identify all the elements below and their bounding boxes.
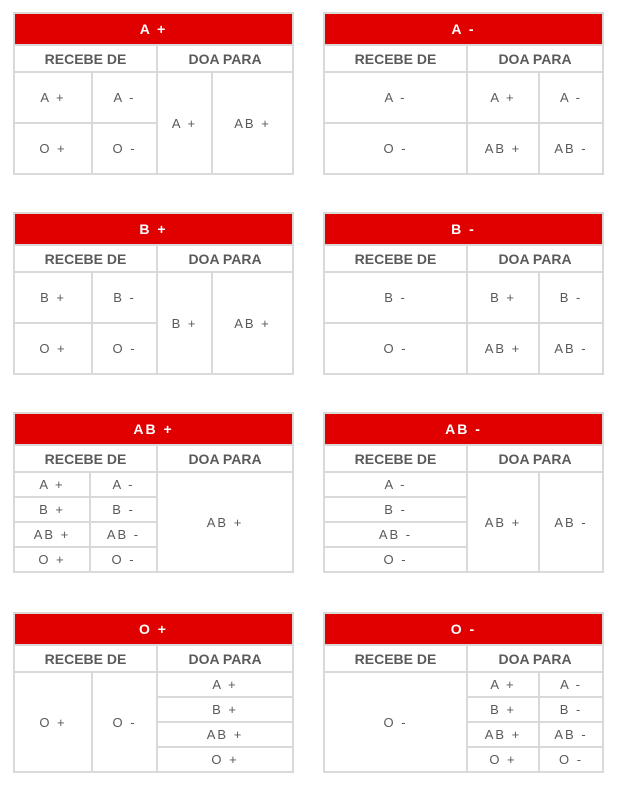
recebe-cell: B -	[92, 272, 157, 323]
doa-para-header: DOA PARA	[467, 445, 603, 472]
recebe-de-header: RECEBE DE	[324, 645, 467, 672]
doa-cell: AB +	[212, 272, 293, 374]
doa-cell: B +	[467, 272, 539, 323]
doa-cell: B -	[539, 697, 603, 722]
doa-cell: AB +	[467, 323, 539, 374]
blood-table-b-pos	[13, 212, 294, 375]
doa-cell: A +	[157, 72, 212, 174]
recebe-cell: A -	[92, 72, 157, 123]
table-title: AB -	[324, 413, 603, 445]
recebe-cell: O +	[14, 123, 92, 174]
table-title: A -	[324, 13, 603, 45]
recebe-cell: O -	[324, 547, 467, 572]
doa-cell: A +	[467, 672, 539, 697]
doa-cell: AB +	[467, 722, 539, 747]
recebe-cell: AB -	[90, 522, 157, 547]
blood-table-a-neg	[323, 12, 604, 175]
recebe-cell: B +	[14, 497, 90, 522]
table-title: B -	[324, 213, 603, 245]
recebe-de-header: RECEBE DE	[324, 45, 467, 72]
recebe-cell: O -	[92, 323, 157, 374]
doa-cell: AB +	[157, 472, 293, 572]
recebe-cell: B -	[324, 497, 467, 522]
table-title: O +	[14, 613, 293, 645]
doa-cell: AB +	[212, 72, 293, 174]
doa-cell: AB +	[467, 123, 539, 174]
doa-cell: A +	[157, 672, 293, 697]
doa-cell: AB -	[539, 472, 603, 572]
doa-cell: O +	[467, 747, 539, 772]
recebe-cell: O -	[324, 123, 467, 174]
doa-para-header: DOA PARA	[157, 645, 293, 672]
recebe-cell: A +	[14, 72, 92, 123]
blood-table-o-pos	[13, 612, 294, 773]
recebe-de-header: RECEBE DE	[324, 245, 467, 272]
recebe-cell: A -	[324, 72, 467, 123]
recebe-cell: O -	[92, 672, 157, 772]
recebe-cell: O +	[14, 323, 92, 374]
doa-cell: B -	[539, 272, 603, 323]
doa-cell: AB +	[157, 722, 293, 747]
recebe-cell: B -	[90, 497, 157, 522]
recebe-cell: A -	[324, 472, 467, 497]
doa-para-header: DOA PARA	[157, 245, 293, 272]
doa-para-header: DOA PARA	[467, 645, 603, 672]
doa-para-header: DOA PARA	[157, 45, 293, 72]
recebe-cell: O -	[90, 547, 157, 572]
doa-cell: A -	[539, 672, 603, 697]
doa-cell: A -	[539, 72, 603, 123]
recebe-cell: O +	[14, 547, 90, 572]
recebe-cell: O -	[324, 323, 467, 374]
recebe-cell: A +	[14, 472, 90, 497]
doa-cell: AB -	[539, 323, 603, 374]
recebe-cell: B -	[324, 272, 467, 323]
blood-table-ab-neg	[323, 412, 604, 573]
blood-table-b-neg	[323, 212, 604, 375]
recebe-cell: O +	[14, 672, 92, 772]
blood-table-a-pos	[13, 12, 294, 175]
recebe-de-header: RECEBE DE	[14, 245, 157, 272]
recebe-de-header: RECEBE DE	[14, 445, 157, 472]
blood-table-o-neg	[323, 612, 604, 773]
recebe-cell: O -	[92, 123, 157, 174]
table-title: AB +	[14, 413, 293, 445]
recebe-cell: AB +	[14, 522, 90, 547]
doa-cell: O +	[157, 747, 293, 772]
doa-cell: B +	[157, 272, 212, 374]
recebe-cell: O -	[324, 672, 467, 772]
doa-para-header: DOA PARA	[467, 245, 603, 272]
doa-cell: AB -	[539, 123, 603, 174]
recebe-cell: AB -	[324, 522, 467, 547]
doa-cell: B +	[157, 697, 293, 722]
doa-cell: B +	[467, 697, 539, 722]
blood-table-ab-pos	[13, 412, 294, 573]
doa-cell: AB -	[539, 722, 603, 747]
recebe-de-header: RECEBE DE	[14, 45, 157, 72]
doa-cell: O -	[539, 747, 603, 772]
recebe-de-header: RECEBE DE	[324, 445, 467, 472]
table-title: O -	[324, 613, 603, 645]
table-title: B +	[14, 213, 293, 245]
recebe-de-header: RECEBE DE	[14, 645, 157, 672]
doa-cell: AB +	[467, 472, 539, 572]
doa-para-header: DOA PARA	[157, 445, 293, 472]
doa-cell: A +	[467, 72, 539, 123]
doa-para-header: DOA PARA	[467, 45, 603, 72]
table-title: A +	[14, 13, 293, 45]
recebe-cell: B +	[14, 272, 92, 323]
recebe-cell: A -	[90, 472, 157, 497]
